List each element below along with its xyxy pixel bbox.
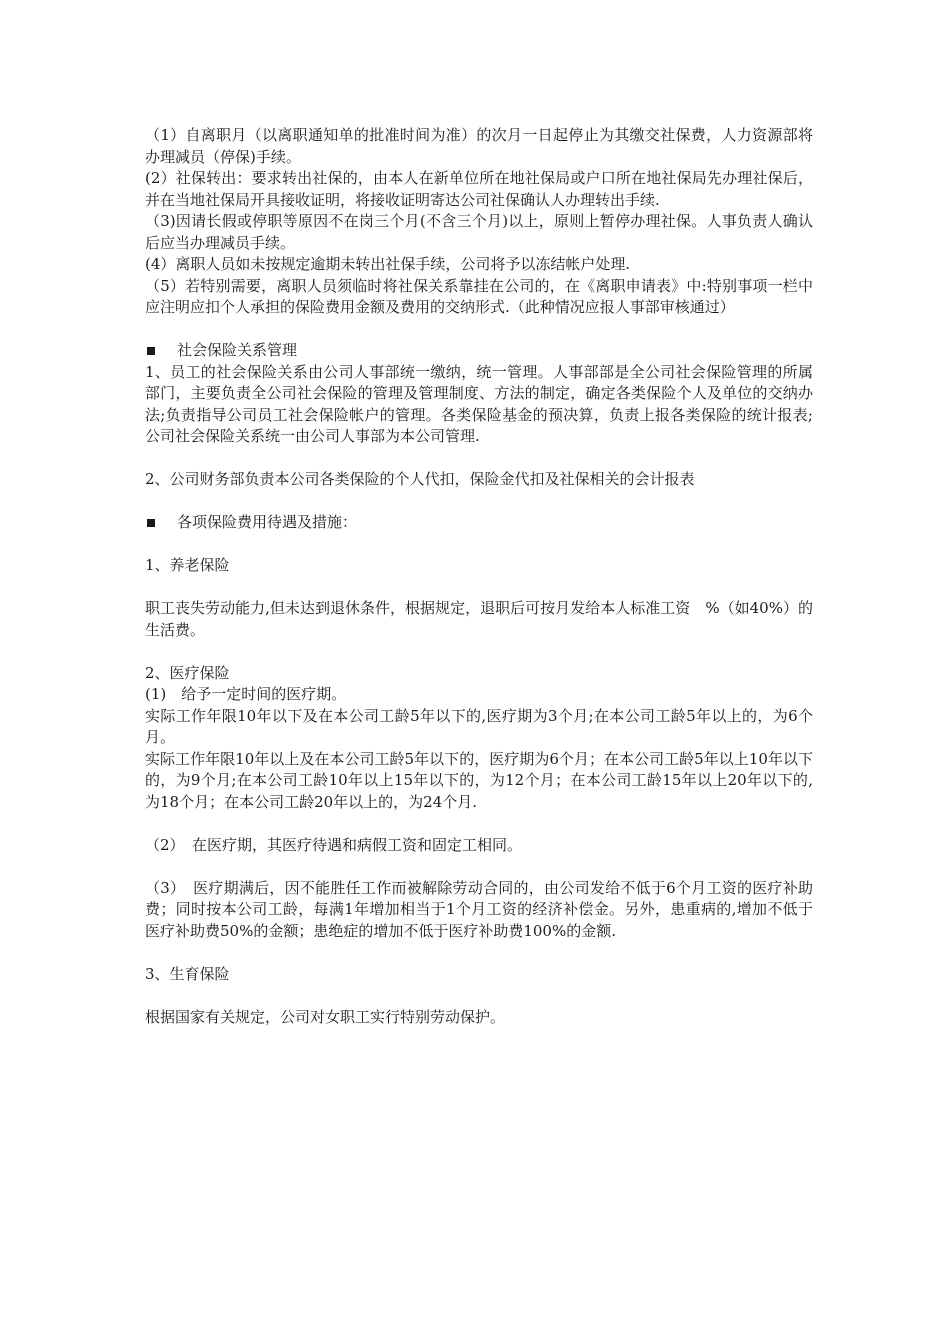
paragraph-medical-subsidy: （3） 医疗期满后，因不能胜任工作而被解除劳动合同的，由公司发给不低于6个月工资的医疗补助费；同时按本公司工龄，每满1年增加相当于1个月工资的经济补偿金。另外，患重病的,增加不低于医疗补助费50%的金额；患绝症的增加不低于医疗补助费100%的金额. (145, 878, 813, 940)
square-bullet-icon (147, 519, 155, 527)
spacer (145, 319, 813, 341)
square-bullet-icon (147, 347, 155, 355)
spacer (145, 813, 813, 835)
document-body (145, 125, 813, 1028)
spacer (145, 985, 813, 1007)
paragraph-special-attachment: （5）若特别需要，离职人员须临时将社保关系靠挂在公司的，在《离职申请表》中:特别事项一栏中应注明应扣个人承担的保险费用金额及费用的交纳形式.（此种情况应报人事部审核通过） (145, 276, 813, 316)
spacer (145, 577, 813, 599)
paragraph-leave-stop-payment: （1）自离职月（以离职通知单的批准时间为准）的次月一日起停止为其缴交社保费，人力资源部将办理减员（停保)手续。 (145, 126, 813, 166)
section-heading-text: 各项保险费用待遇及措施： (177, 513, 358, 531)
paragraph-medical-period-intro: (1) 给予一定时间的医疗期。 (145, 685, 347, 703)
paragraph-medical-period-over-10: 实际工作年限10年以上及在本公司工龄5年以下的，医疗期为6个月；在本公司工龄5年以上10年以下的，为9个月;在本公司工龄10年以上15年以下的，为12个月；在本公司工龄15年以上20年以下的,为18个月；在本公司工龄20年以上的，为24个月. (145, 749, 813, 811)
paragraph-hr-management: 1、员工的社会保险关系由公司人事部统一缴纳，统一管理。人事部部是全公司社会保险管理的所属部门，主要负责全公司社会保险的管理及管理制度、方法的制定，确定各类保险个人及单位的交纳办法;负责指导公司员工社会保险帐户的管理。各类保险基金的预决算，负责上报各类保险的统计报表;公司社会保险关系统一由公司人事部为本公司管理. (145, 362, 813, 445)
spacer (145, 856, 813, 878)
spacer (145, 942, 813, 964)
subheading-pension: 1、养老保险 (145, 556, 230, 574)
paragraph-finance-responsibility: 2、公司财务部负责本公司各类保险的个人代扣，保险金代扣及社保相关的会计报表 (145, 470, 695, 488)
paragraph-overdue-freeze: (4）离职人员如未按规定逾期未转出社保手续，公司将予以冻结帐户处理. (145, 255, 631, 273)
spacer (145, 641, 813, 663)
spacer (145, 448, 813, 470)
paragraph-medical-treatment: （2） 在医疗期，其医疗待遇和病假工资和固定工相同。 (145, 835, 523, 854)
paragraph-pension-detail: 职工丧失劳动能力,但未达到退休条件，根据规定，退职后可按月发给本人标准工资 %（如40%）的生活费。 (145, 599, 813, 639)
spacer (145, 491, 813, 513)
paragraph-long-leave-suspension: （3)因请长假或停职等原因不在岗三个月(不含三个月)以上，原则上暂停办理社保。人事负责人确认后应当办理减员手续。 (145, 212, 813, 252)
spacer (145, 534, 813, 556)
paragraph-medical-period-under-10: 实际工作年限10年以下及在本公司工龄5年以下的,医疗期为3个月;在本公司工龄5年以上的，为6个月。 (145, 706, 813, 746)
subheading-medical: 2、医疗保险 (145, 663, 230, 682)
subheading-maternity: 3、生育保险 (145, 964, 230, 983)
paragraph-maternity-detail: 根据国家有关规定，公司对女职工实行特别劳动保护。 (145, 1007, 506, 1026)
section-heading-benefits (145, 512, 813, 534)
section-heading-text: 社会保险关系管理 (177, 341, 298, 359)
paragraph-social-insurance-transfer: (2）社保转出：要求转出社保的，由本人在新单位所在地社保局或户口所在地社保局先办理社保后，并在当地社保局开具接收证明，将接收证明寄达公司社保确认人办理转出手续. (145, 169, 813, 209)
section-heading-relationship (145, 340, 813, 362)
